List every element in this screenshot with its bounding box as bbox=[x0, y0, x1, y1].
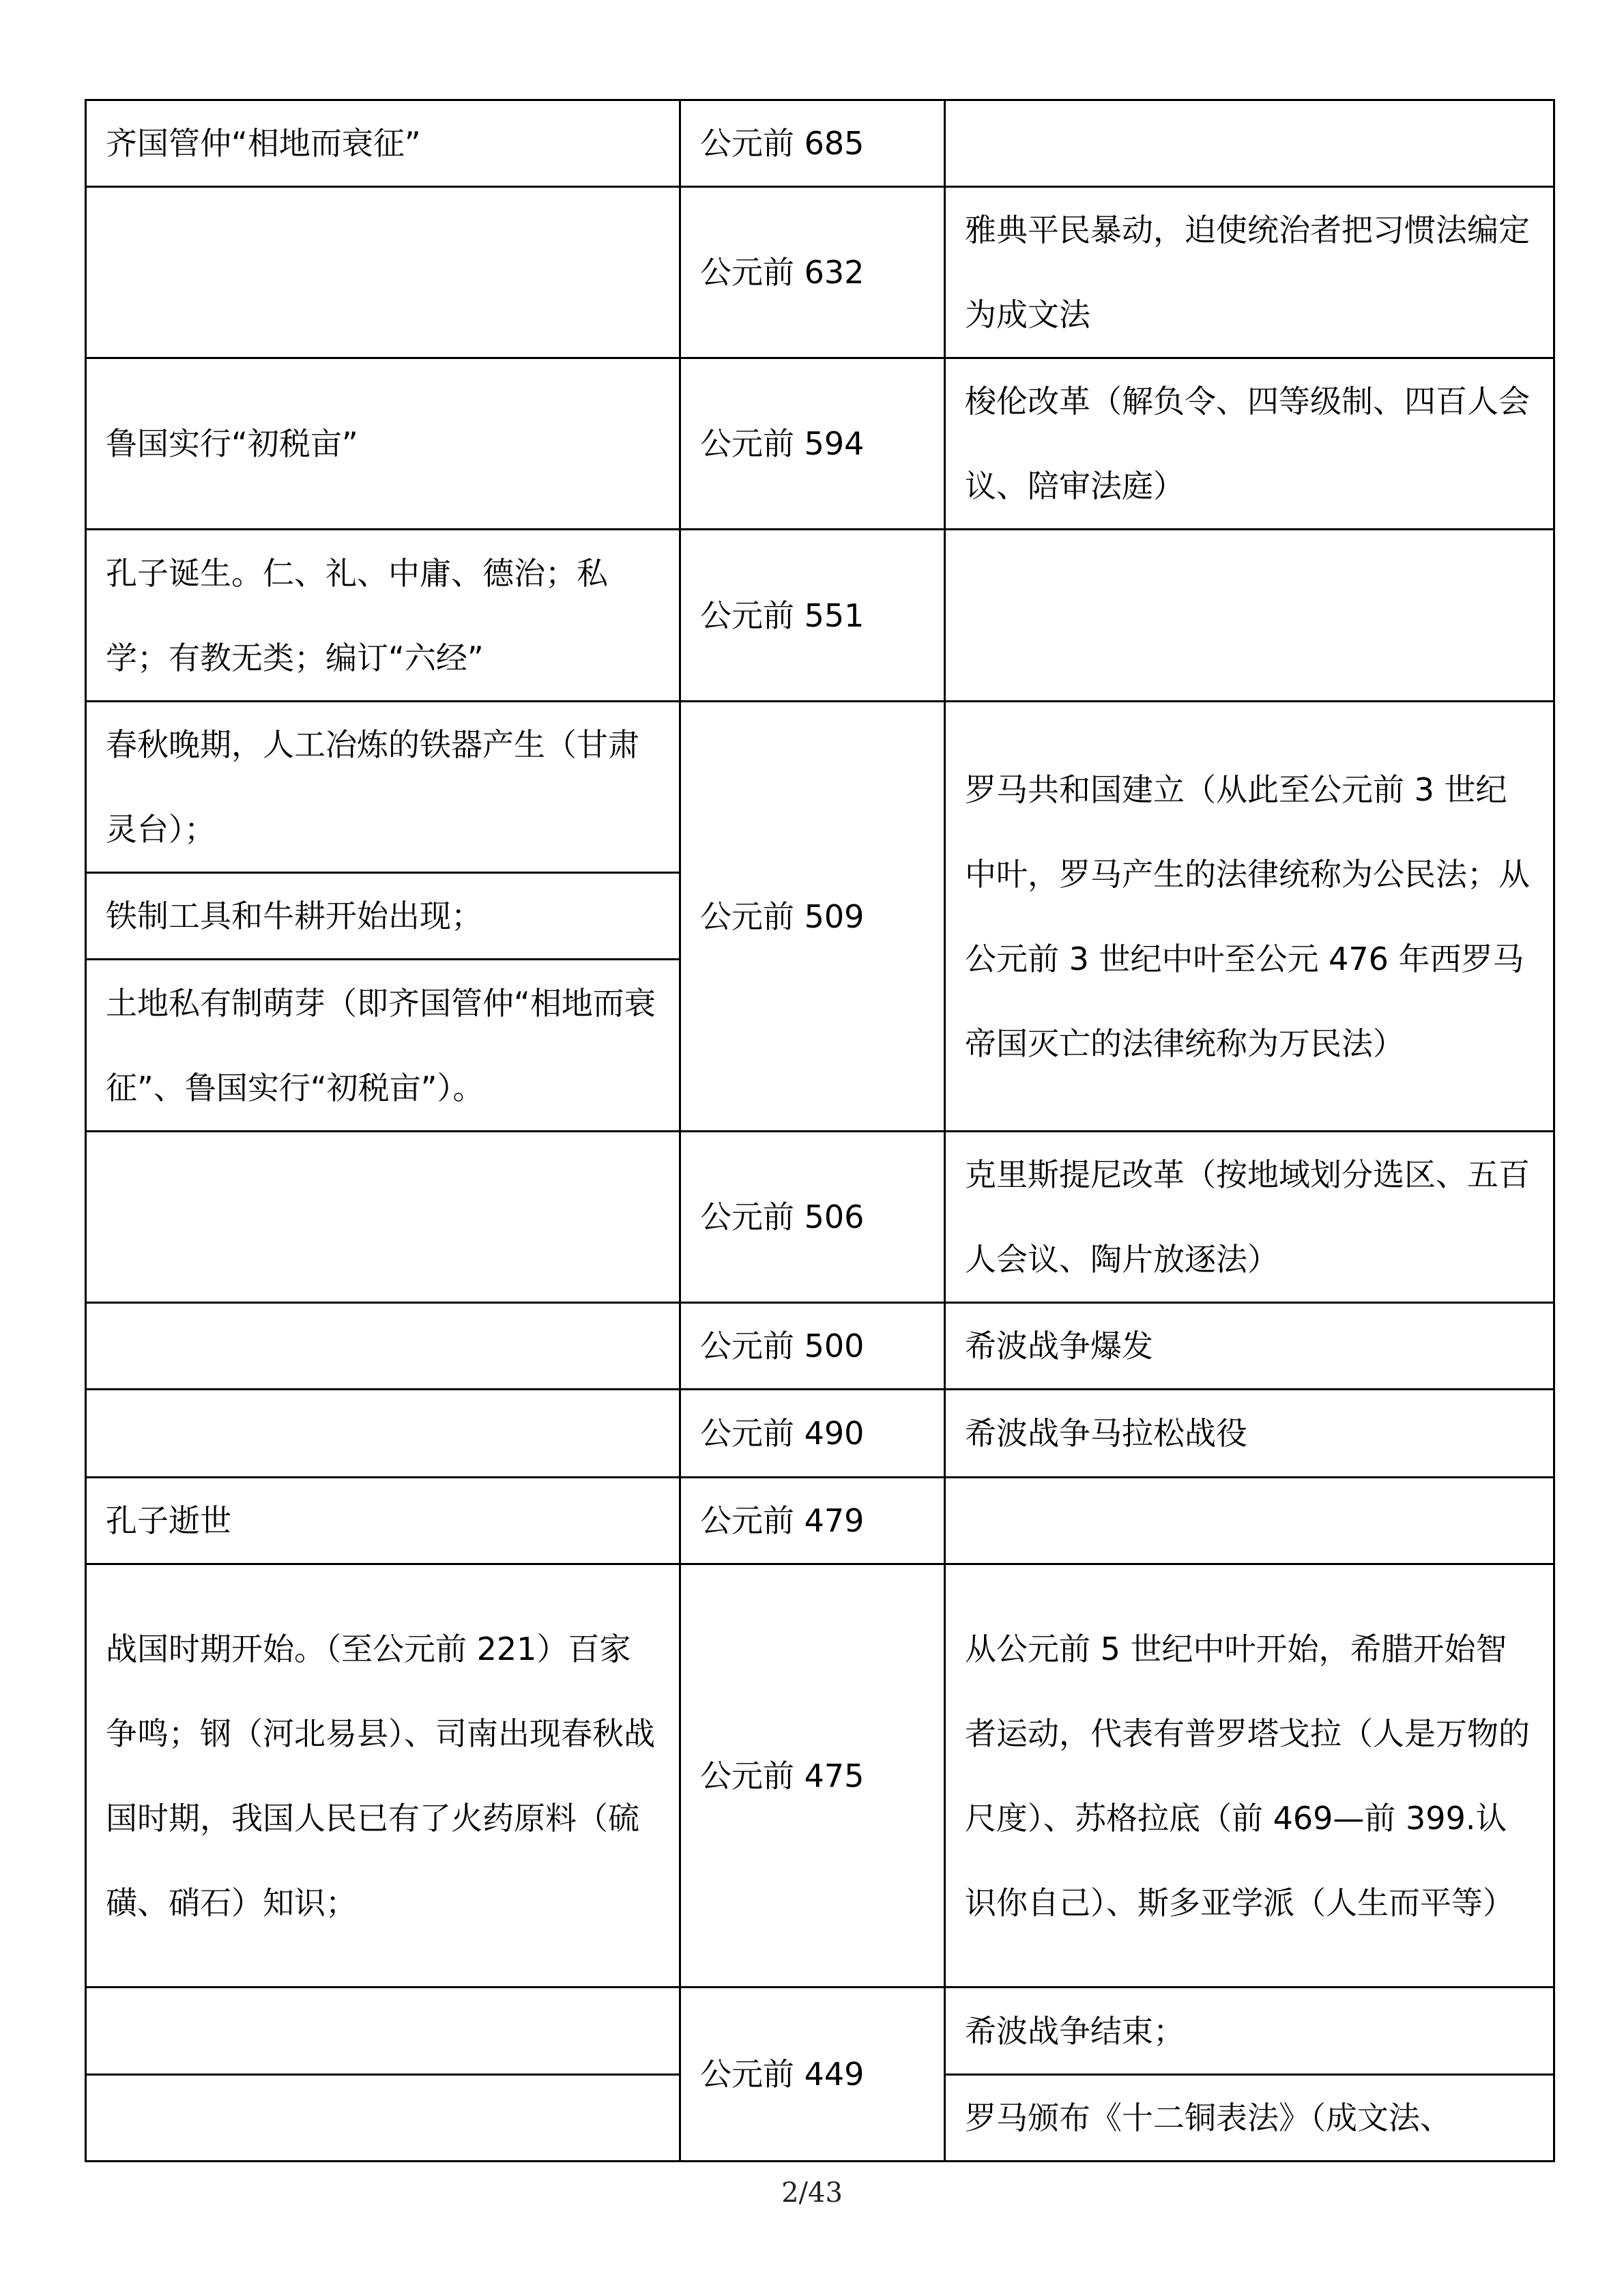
china-event-cell bbox=[86, 1132, 680, 1303]
west-event-cell: 从公元前 5 世纪中叶开始，希腊开始智者运动，代表有普罗塔戈拉（人是万物的尺度）、苏格拉底（前 469—前 399.认识你自己）、斯多亚学派（人生而平等） bbox=[945, 1564, 1554, 1988]
year-cell: 公元前 490 bbox=[680, 1390, 945, 1478]
table-row bbox=[86, 1988, 1554, 2075]
west-event-cell bbox=[945, 530, 1554, 702]
west-event-cell: 罗马共和国建立（从此至公元前 3 世纪中叶，罗马产生的法律统称为公民法；从公元前 3 世纪中叶至公元 476 年西罗马帝国灭亡的法律统称为万民法） bbox=[945, 702, 1554, 1132]
china-event-cell bbox=[86, 2075, 680, 2162]
west-event-cell: 罗马颁布《十二铜表法》（成文法、 bbox=[945, 2075, 1554, 2162]
table-row bbox=[86, 1564, 1554, 1988]
year-cell: 公元前 509 bbox=[680, 702, 945, 1132]
china-event-cell: 春秋晚期，人工冶炼的铁器产生（甘肃灵台）； bbox=[86, 702, 680, 873]
west-event-cell: 克里斯提尼改革（按地域划分选区、五百人会议、陶片放逐法） bbox=[945, 1132, 1554, 1303]
china-event-cell bbox=[86, 1390, 680, 1478]
year-cell: 公元前 594 bbox=[680, 358, 945, 530]
west-event-cell: 雅典平民暴动，迫使统治者把习惯法编定为成文法 bbox=[945, 187, 1554, 358]
table-row bbox=[86, 1390, 1554, 1478]
table-row bbox=[86, 100, 1554, 187]
year-cell: 公元前 479 bbox=[680, 1478, 945, 1564]
china-event-cell: 战国时期开始。（至公元前 221）百家争鸣；钢（河北易县）、司南出现春秋战国时期，我国人民已有了火药原料（硫磺、硝石）知识； bbox=[86, 1564, 680, 1988]
china-event-cell: 孔子诞生。仁、礼、中庸、德治；私学；有教无类；编订“六经” bbox=[86, 530, 680, 702]
west-event-cell: 梭伦改革（解负令、四等级制、四百人会议、陪审法庭） bbox=[945, 358, 1554, 530]
year-cell: 公元前 632 bbox=[680, 187, 945, 358]
china-event-cell bbox=[86, 187, 680, 358]
china-event-cell: 孔子逝世 bbox=[86, 1478, 680, 1564]
china-event-cell: 铁制工具和牛耕开始出现； bbox=[86, 873, 680, 960]
table-row bbox=[86, 187, 1554, 358]
china-event-cell bbox=[86, 1303, 680, 1390]
year-cell: 公元前 500 bbox=[680, 1303, 945, 1390]
china-event-cell: 土地私有制萌芽（即齐国管仲“相地而衰征”、鲁国实行“初税亩”）。 bbox=[86, 960, 680, 1132]
table-row bbox=[86, 1132, 1554, 1303]
table-row bbox=[86, 1303, 1554, 1390]
table-row bbox=[86, 1478, 1554, 1564]
year-cell: 公元前 475 bbox=[680, 1564, 945, 1988]
china-event-cell: 鲁国实行“初税亩” bbox=[86, 358, 680, 530]
year-cell: 公元前 685 bbox=[680, 100, 945, 187]
west-event-cell bbox=[945, 1478, 1554, 1564]
history-timeline-table bbox=[85, 99, 1555, 2162]
west-event-cell bbox=[945, 100, 1554, 187]
table-row bbox=[86, 358, 1554, 530]
table-row bbox=[86, 702, 1554, 873]
table-row bbox=[86, 530, 1554, 702]
year-cell: 公元前 551 bbox=[680, 530, 945, 702]
china-event-cell: 齐国管仲“相地而衰征” bbox=[86, 100, 680, 187]
year-cell: 公元前 506 bbox=[680, 1132, 945, 1303]
west-event-cell: 希波战争爆发 bbox=[945, 1303, 1554, 1390]
page-number: 2/43 bbox=[781, 2177, 843, 2209]
west-event-cell: 希波战争结束； bbox=[945, 1988, 1554, 2075]
west-event-cell: 希波战争马拉松战役 bbox=[945, 1390, 1554, 1478]
china-event-cell bbox=[86, 1988, 680, 2075]
year-cell: 公元前 449 bbox=[680, 1988, 945, 2162]
